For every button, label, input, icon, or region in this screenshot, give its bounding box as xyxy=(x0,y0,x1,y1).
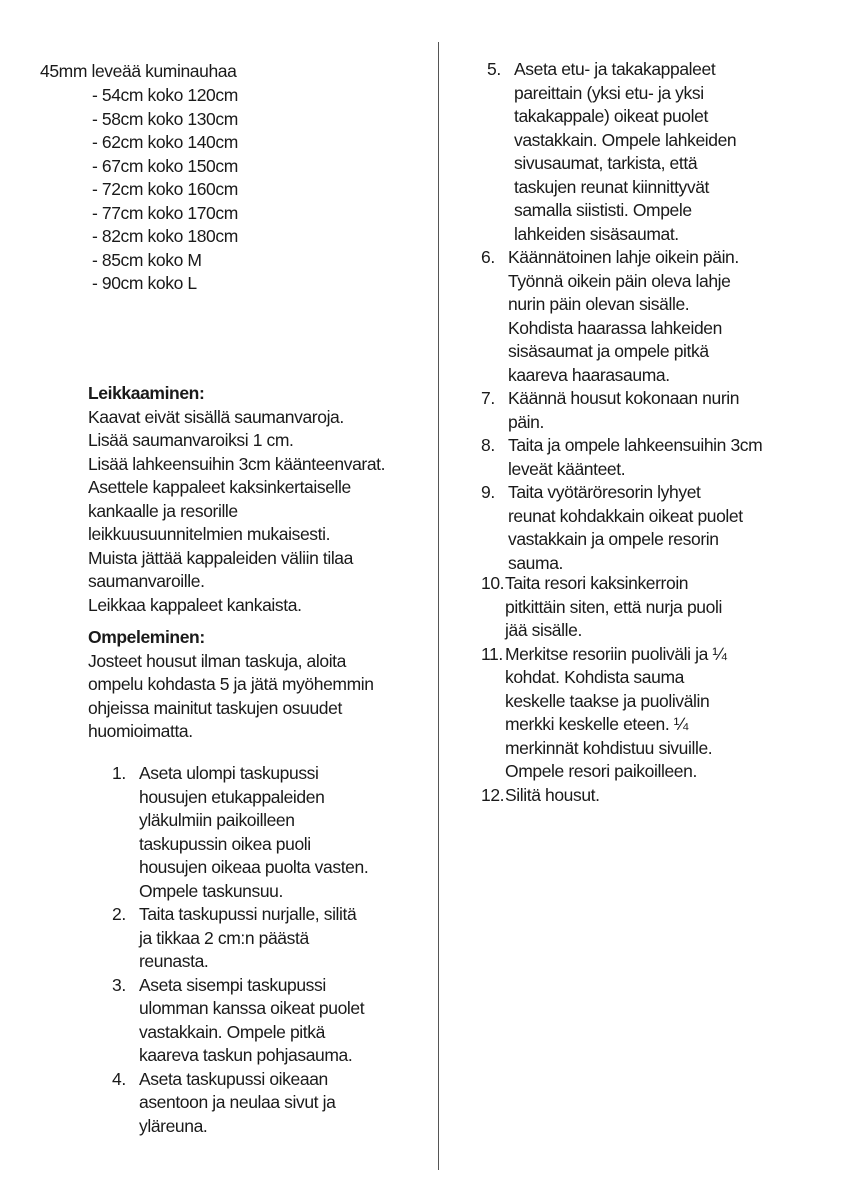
step-number: 6. xyxy=(481,247,495,267)
step-line: kohdat. Kohdista sauma xyxy=(505,667,684,687)
step-line: ja tikkaa 2 cm:n päästä xyxy=(139,927,309,948)
step-line: Taita resori kaksinkerroin xyxy=(505,573,689,593)
step-number: 10. xyxy=(481,573,505,593)
cutting-line: Kaavat eivät sisällä saumanvaroja. xyxy=(88,406,344,427)
step-number: 3. xyxy=(112,974,126,995)
size-item: - 72cm koko 160cm xyxy=(92,179,238,199)
cutting-line: saumanvaroille. xyxy=(88,571,205,591)
cutting-line: Muista jättää kappaleiden väliin tilaa xyxy=(88,547,353,568)
step-line: päin. xyxy=(508,411,544,432)
step-text xyxy=(505,572,816,643)
step-item xyxy=(112,974,427,1068)
step-line: Aseta etu- ja takakappaleet xyxy=(514,59,716,79)
step-text xyxy=(505,784,816,808)
step-line: Käännä housut kokonaan nurin xyxy=(508,388,740,408)
step-line: housujen etukappaleiden xyxy=(139,786,325,807)
step-text xyxy=(508,387,816,434)
size-item: - 90cm koko L xyxy=(92,273,197,293)
step-item xyxy=(487,58,787,246)
step-number: 2. xyxy=(112,904,126,924)
step-number: 9. xyxy=(481,482,495,502)
step-item xyxy=(112,762,427,903)
step-line: Silitä housut. xyxy=(505,784,600,805)
step-line: kaareva haarasauma. xyxy=(508,364,670,385)
sewing-line: Josteet housut ilman taskuja, aloita xyxy=(88,650,346,671)
step-number: 4. xyxy=(112,1068,126,1089)
step-line: vastakkain. Ompele lahkeiden xyxy=(514,129,737,150)
step-line: keskelle taakse ja puolivälin xyxy=(505,690,710,711)
step-line: jää sisälle. xyxy=(505,620,582,640)
step-text xyxy=(505,643,816,784)
step-text xyxy=(139,974,427,1068)
step-text xyxy=(508,481,816,575)
step-line: Työnnä oikein päin oleva lahje xyxy=(508,270,731,291)
step-item xyxy=(481,643,816,784)
column-divider xyxy=(438,42,439,1170)
step-line: ulomman kanssa oikeat puolet xyxy=(139,998,365,1018)
step-line: sivusaumat, tarkista, että xyxy=(514,153,698,173)
step-line: sisäsaumat ja ompele pitkä xyxy=(508,341,709,361)
step-line: lahkeiden sisäsaumat. xyxy=(514,223,679,244)
step-line: Ompele resori paikoilleen. xyxy=(505,761,697,781)
cutting-heading: Leikkaaminen: xyxy=(88,383,205,403)
step-text xyxy=(508,434,816,481)
step-line: Aseta sisempi taskupussi xyxy=(139,974,326,995)
steps-list-right-b xyxy=(481,246,816,575)
step-number: 11. xyxy=(481,643,503,664)
step-text xyxy=(508,246,816,387)
size-item: - 82cm koko 180cm xyxy=(92,226,238,246)
sewing-section xyxy=(88,626,423,744)
step-line: housujen oikeaa puolta vasten. xyxy=(139,857,369,877)
step-line: Ompele taskunsuu. xyxy=(139,880,283,901)
size-item: - 77cm koko 170cm xyxy=(92,202,238,223)
steps-list-right-a xyxy=(487,58,787,246)
sewing-line: ohjeissa mainitut taskujen osuudet xyxy=(88,697,342,718)
step-item xyxy=(481,387,816,434)
step-item xyxy=(481,572,816,643)
step-line: samalla siististi. Ompele xyxy=(514,200,692,220)
size-item: - 85cm koko M xyxy=(92,249,202,270)
step-line: taskupussin oikea puoli xyxy=(139,833,311,854)
step-line: Taita ja ompele lahkeensuihin 3cm xyxy=(508,435,763,455)
cutting-line: Lisää saumanvaroiksi 1 cm. xyxy=(88,430,294,450)
step-line: kaareva taskun pohjasauma. xyxy=(139,1045,353,1065)
step-line: Käännätoinen lahje oikein päin. xyxy=(508,247,739,267)
size-item: - 62cm koko 140cm xyxy=(92,132,238,152)
step-line: sauma. xyxy=(508,552,563,573)
step-number: 1. xyxy=(112,763,126,783)
step-line: Aseta ulompi taskupussi xyxy=(139,763,319,783)
steps-list-right-c xyxy=(481,572,816,807)
step-line: takakappale) oikeat puolet xyxy=(514,106,708,126)
size-item: - 58cm koko 130cm xyxy=(92,108,238,129)
cutting-line: Asettele kappaleet kaksinkertaiselle xyxy=(88,477,351,497)
step-text xyxy=(139,903,427,974)
size-list xyxy=(92,84,238,296)
cutting-line: Leikkaa kappaleet kankaista. xyxy=(88,594,302,615)
size-item: - 67cm koko 150cm xyxy=(92,155,238,176)
step-text xyxy=(139,762,427,903)
step-line: pareittain (yksi etu- ja yksi xyxy=(514,82,704,103)
sewing-line: huomioimatta. xyxy=(88,721,193,741)
step-line: Aseta taskupussi oikeaan xyxy=(139,1068,328,1089)
cutting-text xyxy=(88,406,423,618)
step-line: reunat kohdakkain oikeat puolet xyxy=(508,505,743,526)
cutting-line: kankaalle ja resorille xyxy=(88,500,238,521)
sewing-line: ompelu kohdasta 5 ja jätä myöhemmin xyxy=(88,674,374,694)
step-line: Taita taskupussi nurjalle, silitä xyxy=(139,904,357,924)
step-item xyxy=(481,434,816,481)
step-text xyxy=(514,58,787,246)
step-item xyxy=(481,246,816,387)
step-line: Merkitse resoriin puoliväli ja ¼ xyxy=(505,643,727,664)
step-item xyxy=(112,903,427,974)
size-item: - 54cm koko 120cm xyxy=(92,85,238,105)
step-number: 7. xyxy=(481,388,495,408)
sewing-heading: Ompeleminen: xyxy=(88,627,205,647)
steps-list-left xyxy=(112,762,427,1138)
cutting-section xyxy=(88,382,423,617)
step-line: merkinnät kohdistuu sivuille. xyxy=(505,737,713,758)
step-number: 8. xyxy=(481,435,495,455)
cutting-line: leikkuusuunnitelmien mukaisesti. xyxy=(88,524,331,544)
step-number: 5. xyxy=(487,59,501,79)
sewing-text xyxy=(88,650,423,744)
step-line: yläkulmiin paikoilleen xyxy=(139,810,295,830)
step-line: yläreuna. xyxy=(139,1115,208,1136)
step-item xyxy=(112,1068,427,1139)
cutting-line: Lisää lahkeensuihin 3cm käänteenvarat. xyxy=(88,453,386,474)
step-line: nurin päin olevan sisälle. xyxy=(508,294,690,314)
step-line: Taita vyötäröresorin lyhyet xyxy=(508,482,701,502)
step-line: reunasta. xyxy=(139,951,209,971)
step-text xyxy=(139,1068,427,1139)
elastic-title: 45mm leveää kuminauhaa xyxy=(40,61,237,81)
step-line: vastakkain ja ompele resorin xyxy=(508,529,719,549)
step-item xyxy=(481,481,816,575)
step-number: 12. xyxy=(481,784,505,805)
step-line: vastakkain. Ompele pitkä xyxy=(139,1021,325,1042)
step-line: merkki keskelle eteen. ¼ xyxy=(505,714,688,734)
step-line: pitkittäin siten, että nurja puoli xyxy=(505,596,722,617)
step-item xyxy=(481,784,816,808)
step-line: Kohdista haarassa lahkeiden xyxy=(508,317,722,338)
step-line: leveät käänteet. xyxy=(508,458,626,479)
step-line: asentoon ja neulaa sivut ja xyxy=(139,1092,336,1112)
step-line: taskujen reunat kiinnittyvät xyxy=(514,176,710,197)
